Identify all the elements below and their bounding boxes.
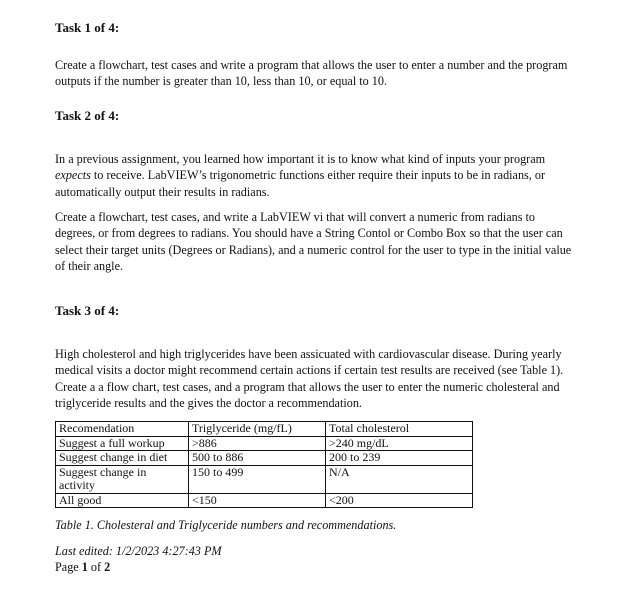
- task2-heading: Task 2 of 4:: [55, 108, 120, 123]
- table-cell: <200: [326, 493, 473, 508]
- table-header-row: [56, 422, 473, 437]
- task1-text: Create a flowchart, test cases and write a program that allows the user to enter a number and the program outputs if the number is greater than 10, less than 10, or equal to 10.: [55, 58, 568, 89]
- page-current: 1: [81, 560, 88, 574]
- page-label: Page: [55, 560, 82, 574]
- table-header-cell: Recomendation: [56, 422, 189, 437]
- table-header-cell: Total cholesterol: [326, 422, 473, 437]
- table-cell: 150 to 499: [189, 465, 326, 493]
- recommendation-table: [55, 421, 473, 508]
- task2-para1-emphasis: expects: [55, 168, 91, 183]
- task2-paragraph-1: [55, 151, 575, 200]
- table-cell: All good: [56, 493, 189, 508]
- page-total: 2: [104, 560, 111, 574]
- table-row: [56, 493, 473, 508]
- table-cell: >240 mg/dL: [326, 436, 473, 451]
- table-cell: Suggest change in activity: [56, 465, 189, 493]
- page-of: of: [87, 560, 105, 574]
- last-edited: Last edited: 1/2/2023 4:27:43 PM: [55, 544, 222, 558]
- table-cell: >886: [189, 436, 326, 451]
- table-row: [56, 436, 473, 451]
- table-cell: <150: [189, 493, 326, 508]
- task2-para1-end: to receive. LabVIEW’s trigonometric functions either require their inputs to be in radians, or automatically output their results in radians.: [55, 168, 546, 199]
- task3-heading: Task 3 of 4:: [55, 303, 120, 318]
- task3-text: High cholesterol and high triglycerides have been assicuated with cardiovascular disease. During yearly medical visits a doctor might recommend certain actions if certain test results are received (see Table 1). Create a a flow chart, test cases, and a program that allows the user to enter the numeric cholesteral and triglyceride results and the gives the doctor a recommendation.: [55, 347, 564, 410]
- task1-heading: Task 1 of 4:: [55, 20, 120, 35]
- table-header-cell: Triglyceride (mg/fL): [189, 422, 326, 437]
- table-row: [56, 451, 473, 466]
- table-cell: 500 to 886: [189, 451, 326, 466]
- task2-paragraph-2: Create a flowchart, test cases, and write a LabVIEW vi that will convert a numeric from radians to degrees, or from degrees to radians. You should have a String Contol or Combo Box so that the user can select their target units (Degrees or Radians), and a numeric control for the user to type in the initial value of their angle.: [55, 210, 572, 273]
- task2-para1-start: In a previous assignment, you learned how important it is to know what kind of inputs your program: [55, 152, 546, 166]
- table-cell: N/A: [326, 465, 473, 493]
- table-cell: Suggest change in diet: [56, 451, 189, 466]
- page-number: [55, 559, 110, 575]
- table-cell: 200 to 239: [326, 451, 473, 466]
- table-caption: Table 1. Cholesteral and Triglyceride numbers and recommendations.: [55, 518, 397, 532]
- table-row: [56, 465, 473, 493]
- table-cell: Suggest a full workup: [56, 436, 189, 451]
